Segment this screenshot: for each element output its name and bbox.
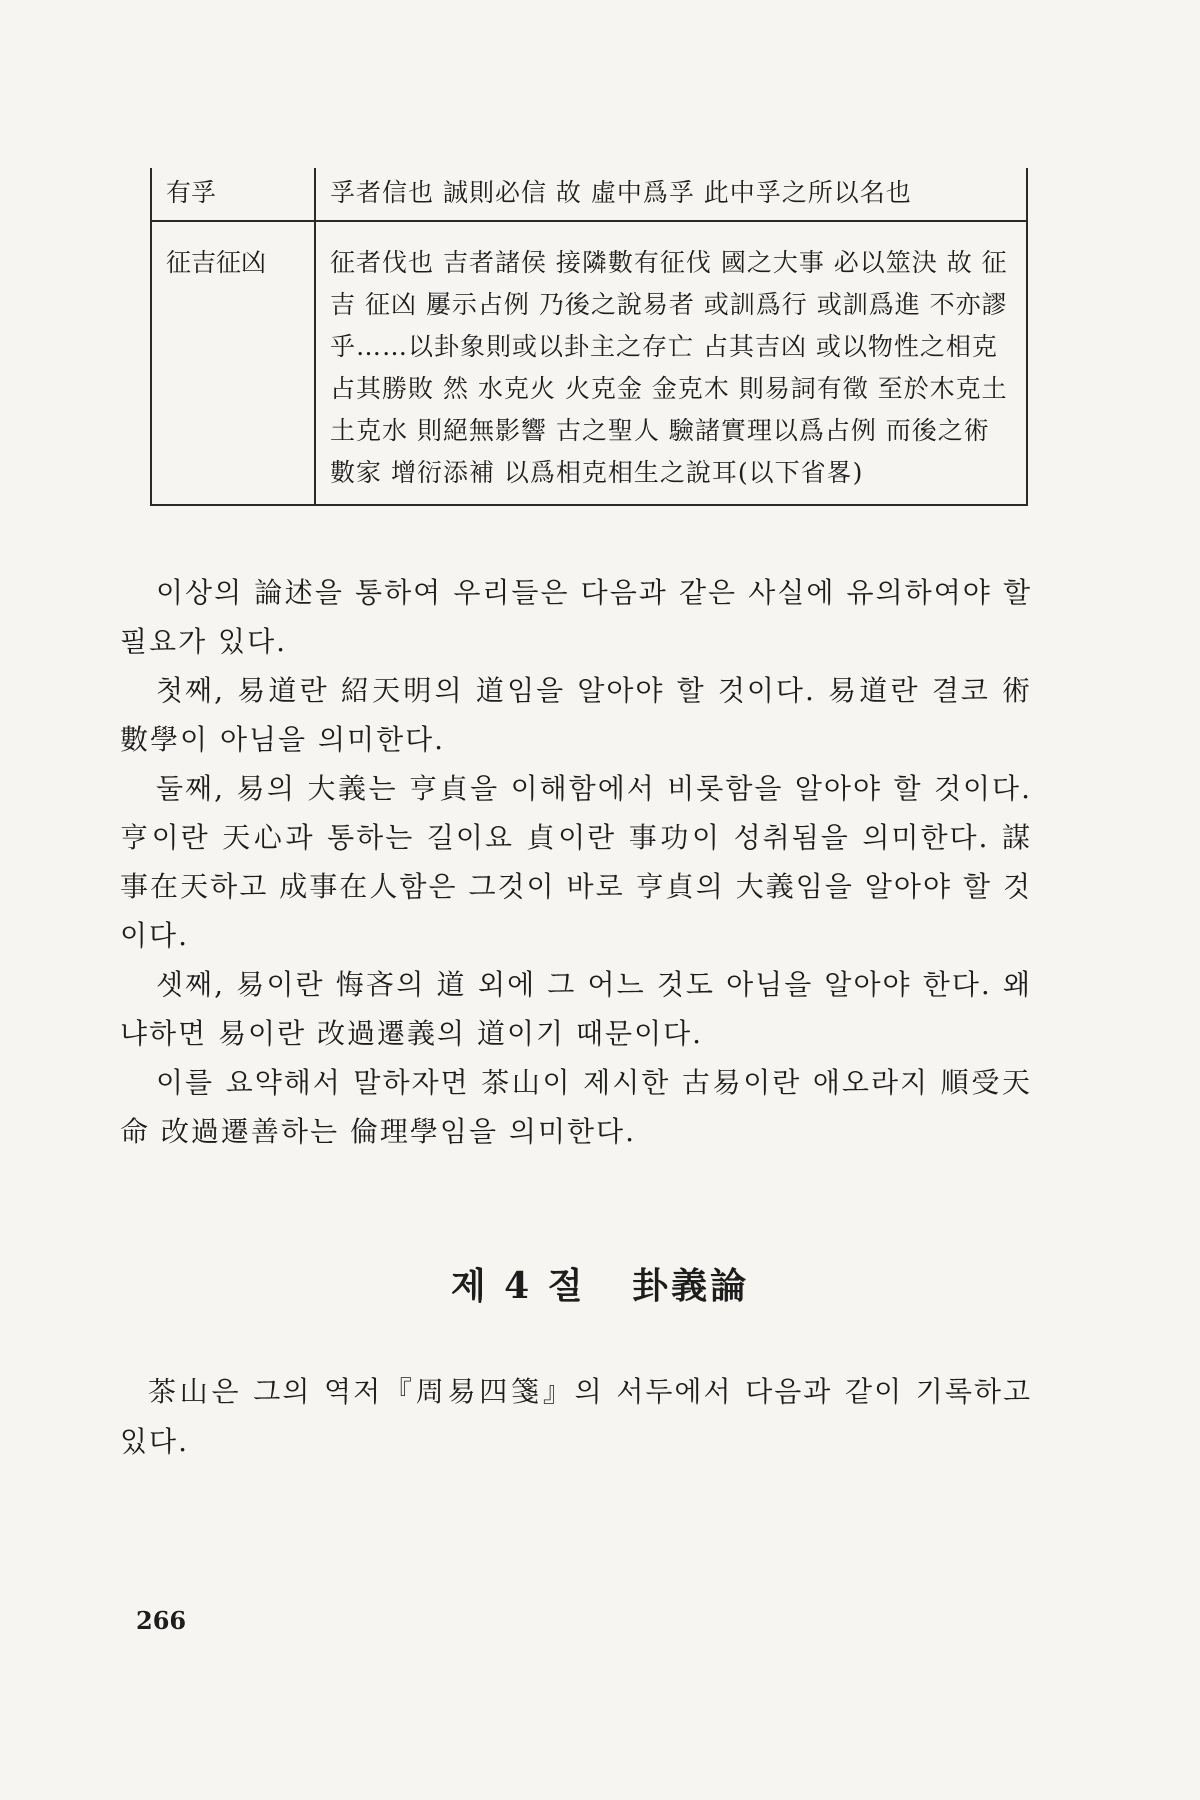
page-number: 266: [136, 1606, 187, 1635]
paragraph: 이를 요약해서 말하자면 茶山이 제시한 古易이란 애오라지 順受天命 改過遷善하는 倫理學임을 의미한다.: [120, 1066, 1032, 1148]
paragraph: 셋째, 易이란 悔吝의 道 외에 그 어느 것도 아님을 알아야 한다. 왜냐하면 易이란 改過遷義의 道이기 때문이다.: [120, 968, 1032, 1050]
body-text: [120, 568, 1032, 1156]
paragraph: 첫째, 易道란 紹天明의 道임을 알아야 할 것이다. 易道란 결코 術數學이 아님을 의미한다.: [120, 674, 1032, 756]
paragraph: 茶山은 그의 역저『周易四箋』의 서두에서 다음과 같이 기록하고 있다.: [120, 1375, 1032, 1458]
definition-cell: 孚者信也 誠則必信 故 虛中爲孚 此中孚之所以名也: [315, 168, 1027, 221]
term-cell: 有孚: [151, 168, 315, 221]
section-heading: 제 4 절 卦義論: [450, 1265, 750, 1307]
intro-text: [120, 1367, 1032, 1467]
paragraph: 이상의 論述을 통하여 우리들은 다음과 같은 사실에 유의하여야 할 필요가 있다.: [120, 576, 1032, 658]
term-cell: 征吉征凶: [151, 221, 315, 505]
definition-cell: 征者伐也 吉者諸侯 接隣數有征伐 國之大事 必以筮決 故 征吉 征凶 屢示占例 乃後之說易者 或訓爲行 或訓爲進 不亦謬乎……以卦象則或以卦主之存亡 占其吉凶 或以物性之相克 占其勝敗 然 水克火 火克金 金克木 則易詞有徵 至於木克土 土克水 則絕無影響 古之聖人 驗諸實理以爲占例 而後之術數家 增衍添補 以爲相克相生之說耳(以下省畧): [315, 221, 1027, 505]
table-row: [151, 221, 1027, 505]
gloss-table: [150, 168, 1028, 506]
table-row: [151, 168, 1027, 221]
paragraph: 둘째, 易의 大義는 亨貞을 이해함에서 비롯함을 알아야 할 것이다. 亨이란 天心과 통하는 길이요 貞이란 事功이 성취됨을 의미한다. 謀事在天하고 成事在人함은 그것이 바로 亨貞의 大義임을 알아야 할 것이다.: [120, 772, 1032, 952]
